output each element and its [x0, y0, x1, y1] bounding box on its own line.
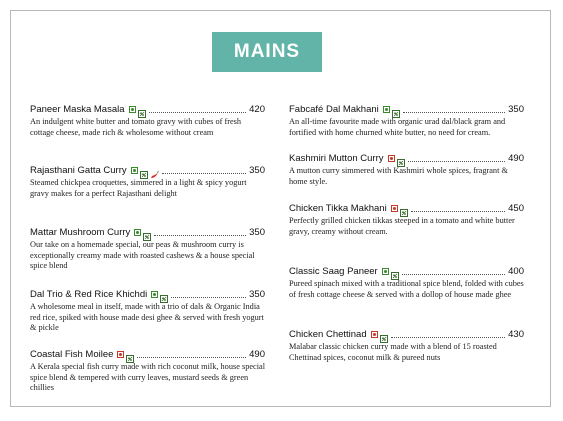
dish-price: 350: [249, 226, 265, 238]
section-title: MAINS: [233, 41, 301, 62]
dotted-leader: [162, 166, 247, 174]
dotted-leader: [403, 105, 505, 113]
menu-item-header: [30, 287, 265, 301]
veg-icon: [382, 268, 389, 275]
dish-price: 350: [508, 103, 524, 115]
dietary-tags: [391, 204, 408, 212]
dish-price: 450: [508, 202, 524, 214]
gluten-free-icon: [138, 105, 146, 113]
dietary-tags: [151, 290, 168, 298]
menu-item-header: [289, 201, 524, 215]
dish-name: Classic Saag Paneer: [289, 265, 378, 277]
chili-icon: [150, 166, 159, 174]
menu-item: [30, 287, 265, 334]
menu-item-header: [30, 347, 265, 361]
dietary-tags: [117, 350, 134, 358]
dish-price: 430: [508, 328, 524, 340]
menu-item-header: [289, 102, 524, 116]
menu-item-header: [289, 264, 524, 278]
menu-item: [289, 151, 524, 187]
dish-description: Steamed chickpea croquettes, simmered in a light & spicy yogurt gravy makes for a perfect Rajasthani delight: [30, 178, 247, 198]
dotted-leader: [402, 267, 505, 275]
gluten-free-icon: [143, 228, 151, 236]
dotted-leader: [391, 330, 506, 338]
gluten-free-icon: [391, 267, 399, 275]
dish-name: Fabcafé Dal Makhani: [289, 103, 379, 115]
menu-item: [30, 102, 265, 138]
menu-item-header: [30, 225, 265, 239]
nonveg-icon: [391, 205, 398, 212]
dietary-tags: [388, 154, 405, 162]
menu-item-header: [30, 163, 265, 177]
menu-item: [289, 264, 524, 300]
gluten-free-icon: [397, 154, 405, 162]
gluten-free-icon: [392, 105, 400, 113]
menu-item: [30, 225, 265, 272]
menu-item-header: [30, 102, 265, 116]
menu-item: [289, 327, 524, 363]
dish-name: Mattar Mushroom Curry: [30, 226, 131, 238]
dish-name: Chicken Chettinad: [289, 328, 367, 340]
dish-description: An all-time favourite made with organic urad dal/black gram and fortified with home churned white butter, no need for cream.: [289, 117, 506, 137]
menu-item: [30, 347, 265, 394]
dotted-leader: [411, 204, 505, 212]
dietary-tags: [383, 105, 400, 113]
dish-description: Perfectly grilled chicken tikkas steeped in a tomato and white butter gravy, creamy without cream.: [289, 216, 515, 236]
section-title-banner: [212, 32, 322, 72]
dish-price: 490: [508, 152, 524, 164]
dish-description: A mutton curry simmered with Kashmiri whole spices, fragrant & home style.: [289, 166, 508, 186]
dotted-leader: [408, 154, 506, 162]
menu-item: [289, 102, 524, 138]
dotted-leader: [149, 105, 247, 113]
nonveg-icon: [371, 331, 378, 338]
dish-name: Rajasthani Gatta Curry: [30, 164, 127, 176]
dotted-leader: [154, 228, 246, 236]
dish-price: 350: [249, 164, 265, 176]
dotted-leader: [171, 290, 246, 298]
veg-icon: [129, 106, 136, 113]
dietary-tags: [371, 330, 388, 338]
dish-description: Our take on a homemade special, our peas & mushroom curry is exceptionally creamy made with roasted cashews & a house special spice blend: [30, 240, 255, 271]
dish-price: 350: [249, 288, 265, 300]
dish-name: Paneer Maska Masala: [30, 103, 125, 115]
gluten-free-icon: [140, 166, 148, 174]
dotted-leader: [137, 350, 246, 358]
dish-name: Dal Trio & Red Rice Khichdi: [30, 288, 148, 300]
menu-item: [289, 201, 524, 237]
gluten-free-icon: [380, 330, 388, 338]
nonveg-icon: [117, 351, 124, 358]
nonveg-icon: [388, 155, 395, 162]
dish-name: Coastal Fish Moilee: [30, 348, 114, 360]
menu-item-header: [289, 327, 524, 341]
dietary-tags: [131, 166, 159, 174]
dish-price: 490: [249, 348, 265, 360]
veg-icon: [151, 291, 158, 298]
veg-icon: [383, 106, 390, 113]
dietary-tags: [134, 228, 151, 236]
gluten-free-icon: [400, 204, 408, 212]
menu-item: [30, 163, 265, 199]
veg-icon: [131, 167, 138, 174]
dish-name: Chicken Tikka Makhani: [289, 202, 387, 214]
dish-description: Malabar classic chicken curry made with a blend of 15 roasted Chettinad spices, coconut milk & pureed nuts: [289, 342, 497, 362]
gluten-free-icon: [126, 350, 134, 358]
dish-price: 400: [508, 265, 524, 277]
dish-description: A Kerala special fish curry made with rich coconut milk, house special spice blend & tempered with curry leaves, mustard seeds & green chillies: [30, 362, 266, 393]
dish-description: A wholesome meal in itself, made with a trio of dals & Organic India red rice, spiked with house made desi ghee & served with fresh yogurt & pickle: [30, 302, 264, 333]
dietary-tags: [382, 267, 399, 275]
veg-icon: [134, 229, 141, 236]
menu-item-header: [289, 151, 524, 165]
gluten-free-icon: [160, 290, 168, 298]
dietary-tags: [129, 105, 146, 113]
dish-description: Pureed spinach mixed with a traditional spice blend, folded with cubes of fresh cottage cheese & served with a dollop of house made ghee: [289, 279, 524, 299]
dish-price: 420: [249, 103, 265, 115]
dish-description: An indulgent white butter and tomato gravy with cubes of fresh cottage cheese, made rich & wholesome without cream: [30, 117, 242, 137]
dish-name: Kashmiri Mutton Curry: [289, 152, 384, 164]
